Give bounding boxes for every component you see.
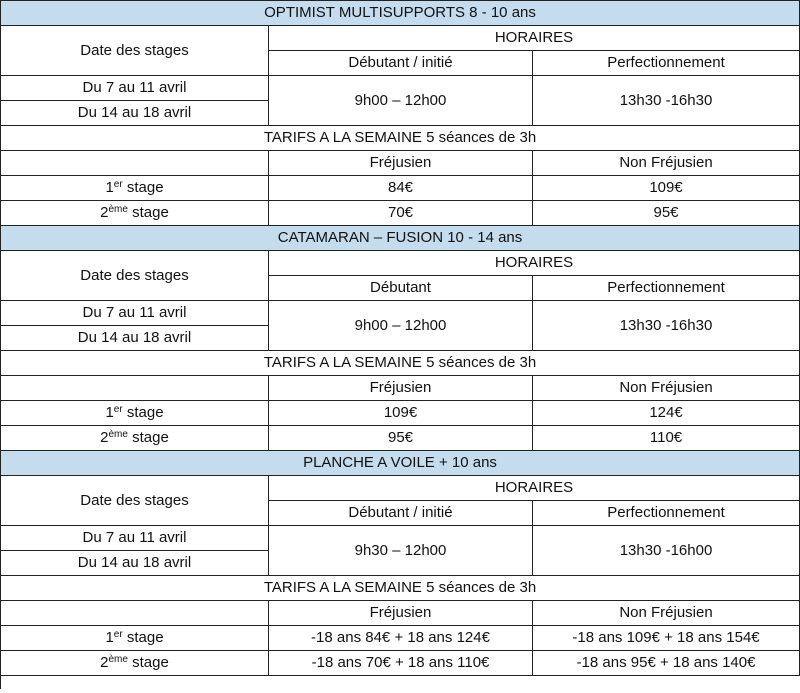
time-advanced: 13h30 -16h00 — [533, 526, 800, 576]
empty-cell — [1, 376, 269, 401]
level-advanced: Perfectionnement — [533, 276, 800, 301]
time-beginner: 9h30 – 12h00 — [269, 526, 533, 576]
date-header: Date des stages — [1, 476, 269, 526]
price-resident: -18 ans 84€ + 18 ans 124€ — [269, 626, 533, 651]
date-week-1: Du 7 au 11 avril — [1, 526, 269, 551]
level-advanced: Perfectionnement — [533, 501, 800, 526]
stage-label: 2ème stage — [1, 426, 269, 451]
price-non-resident: 110€ — [533, 426, 800, 451]
horaires-header-row — [1, 476, 800, 501]
price-resident: 109€ — [269, 401, 533, 426]
col-resident: Fréjusien — [269, 151, 533, 176]
tarifs-header-row — [1, 351, 800, 376]
date-week-2: Du 14 au 18 avril — [1, 326, 269, 351]
tarifs-header: TARIFS A LA SEMAINE 5 séances de 3h — [1, 351, 800, 376]
col-resident: Fréjusien — [269, 601, 533, 626]
time-advanced: 13h30 -16h30 — [533, 76, 800, 126]
level-beginner: Débutant — [269, 276, 533, 301]
date-week-1: Du 7 au 11 avril — [1, 301, 269, 326]
price-row — [1, 426, 800, 451]
stage-label: 1er stage — [1, 626, 269, 651]
price-columns-row — [1, 376, 800, 401]
table-continuation-edge — [0, 676, 1, 689]
horaires-header-row — [1, 251, 800, 276]
price-row — [1, 176, 800, 201]
date-week-1: Du 7 au 11 avril — [1, 76, 269, 101]
level-beginner: Débutant / initié — [269, 51, 533, 76]
time-beginner: 9h00 – 12h00 — [269, 76, 533, 126]
col-resident: Fréjusien — [269, 376, 533, 401]
stage-label: 2ème stage — [1, 651, 269, 676]
tarifs-header-row — [1, 576, 800, 601]
col-non-resident: Non Fréjusien — [533, 376, 800, 401]
time-advanced: 13h30 -16h30 — [533, 301, 800, 351]
section-title: PLANCHE A VOILE + 10 ans — [1, 451, 800, 476]
date-header: Date des stages — [1, 251, 269, 301]
price-non-resident: 95€ — [533, 201, 800, 226]
stage-label: 1er stage — [1, 176, 269, 201]
price-columns-row — [1, 151, 800, 176]
section-title-row — [1, 451, 800, 476]
tarifs-header: TARIFS A LA SEMAINE 5 séances de 3h — [1, 126, 800, 151]
price-row — [1, 626, 800, 651]
date-week-2: Du 14 au 18 avril — [1, 101, 269, 126]
horaires-header-row — [1, 26, 800, 51]
price-non-resident: -18 ans 109€ + 18 ans 154€ — [533, 626, 800, 651]
price-row — [1, 651, 800, 676]
empty-cell — [1, 151, 269, 176]
level-advanced: Perfectionnement — [533, 51, 800, 76]
price-row — [1, 401, 800, 426]
section-title-row — [1, 226, 800, 251]
section-title: OPTIMIST MULTISUPPORTS 8 - 10 ans — [1, 1, 800, 26]
price-non-resident: 109€ — [533, 176, 800, 201]
date-row — [1, 526, 800, 551]
date-week-2: Du 14 au 18 avril — [1, 551, 269, 576]
horaires-header: HORAIRES — [269, 26, 800, 51]
tarifs-header: TARIFS A LA SEMAINE 5 séances de 3h — [1, 576, 800, 601]
price-resident: 70€ — [269, 201, 533, 226]
level-beginner: Débutant / initié — [269, 501, 533, 526]
horaires-header: HORAIRES — [269, 476, 800, 501]
price-resident: 84€ — [269, 176, 533, 201]
col-non-resident: Non Fréjusien — [533, 151, 800, 176]
price-resident: -18 ans 70€ + 18 ans 110€ — [269, 651, 533, 676]
section-title: CATAMARAN – FUSION 10 - 14 ans — [1, 226, 800, 251]
time-beginner: 9h00 – 12h00 — [269, 301, 533, 351]
empty-cell — [1, 601, 269, 626]
price-non-resident: -18 ans 95€ + 18 ans 140€ — [533, 651, 800, 676]
date-header: Date des stages — [1, 26, 269, 76]
stage-label: 2ème stage — [1, 201, 269, 226]
tarifs-header-row — [1, 126, 800, 151]
section-title-row — [1, 1, 800, 26]
horaires-header: HORAIRES — [269, 251, 800, 276]
price-resident: 95€ — [269, 426, 533, 451]
stage-label: 1er stage — [1, 401, 269, 426]
col-non-resident: Non Fréjusien — [533, 601, 800, 626]
price-row — [1, 201, 800, 226]
date-row — [1, 76, 800, 101]
price-columns-row — [1, 601, 800, 626]
price-non-resident: 124€ — [533, 401, 800, 426]
date-row — [1, 301, 800, 326]
